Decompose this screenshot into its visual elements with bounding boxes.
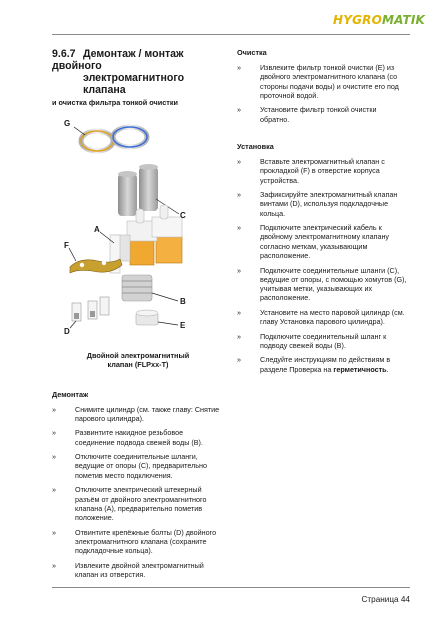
step-text: Отключите соединительные шланги, ведущие от опоры (C), предварительно пометив место подключения. <box>75 452 207 480</box>
bullet-mark: » <box>52 404 56 414</box>
step-text-after: . <box>386 364 389 374</box>
support-c <box>118 164 158 216</box>
page-number: Страница 44 <box>361 595 410 604</box>
figure-caption <box>52 351 224 370</box>
install-steps <box>237 157 407 374</box>
bullet-mark: » <box>237 156 241 166</box>
logo-part-matik: MATIK <box>382 13 426 27</box>
step-text: Извлеките двойной электромагнитный клапан из отверстия. <box>75 560 204 579</box>
title-line-1: Демонтаж / монтаж двойного <box>52 48 184 72</box>
valve-figure <box>52 117 224 347</box>
list-item <box>52 485 224 522</box>
list-item <box>237 105 407 124</box>
step-text: Подключите электрический кабель к двойному электромагнитному клапану согласно меткам, указывающим расположение. <box>260 223 390 261</box>
callout-d: D <box>64 327 70 336</box>
logo-part-hygro: HYGRO <box>333 13 383 27</box>
bullet-mark: » <box>52 527 56 537</box>
list-item <box>52 528 224 556</box>
bullet-mark: » <box>237 265 241 275</box>
step-text: Зафиксируйте электромагнитный клапан винтами (D), используя подкладочные кольца. <box>260 190 398 218</box>
step-text: Отвинтите крепёжные болты (D) двойного электромагнитного клапана (сохраните подкладочные кольца). <box>75 527 217 556</box>
dismantle-steps <box>52 405 224 580</box>
list-item <box>237 223 407 260</box>
caption-line-2: клапан (FLPxx-T) <box>107 360 169 370</box>
logo <box>333 13 425 27</box>
valve-illustration <box>52 117 224 347</box>
bullet-mark: » <box>237 190 241 200</box>
callout-f: F <box>64 241 69 250</box>
bullet-mark: » <box>52 485 56 495</box>
title-line-2: электромагнитного клапана <box>83 72 185 96</box>
list-item <box>52 561 224 580</box>
cleaning-steps <box>237 63 407 124</box>
bullet-mark: » <box>237 63 241 72</box>
screws-d <box>72 297 109 321</box>
water-inlet-b <box>122 275 152 301</box>
hose-clamps-g <box>81 127 147 151</box>
callout-e: E <box>180 321 186 330</box>
step-text-bold: герметичность <box>333 364 387 374</box>
bottom-rule <box>52 587 410 588</box>
list-item <box>52 405 224 424</box>
list-item <box>237 63 407 100</box>
list-item <box>237 308 407 327</box>
step-text: Установите на место паровой цилиндр (см. главу Установка парового цилиндра). <box>260 307 405 327</box>
list-item <box>52 452 224 480</box>
list-item <box>52 428 224 447</box>
list-item <box>237 190 407 218</box>
bullet-mark: » <box>237 355 241 365</box>
bullet-mark: » <box>52 560 56 570</box>
install-heading: Установка <box>237 141 274 151</box>
list-item <box>237 266 407 303</box>
callout-a: A <box>94 225 100 234</box>
bullet-mark: » <box>237 307 241 317</box>
cleaning-heading: Очистка <box>237 48 267 57</box>
step-text: Развинтите накидное резьбовое соединение подвода свежей воды (B). <box>75 428 203 447</box>
step-text: Установите фильтр тонкой очистки обратно. <box>260 105 377 124</box>
section-title <box>52 48 224 96</box>
callout-g: G <box>64 119 71 128</box>
right-column <box>237 48 407 379</box>
step-text: Извлеките фильтр тонкой очистки (E) из двойного электромагнитного клапана (со стороны подачи воды) и очистите его под проточной водой. <box>260 63 399 100</box>
step-text-before: Следуйте инструкциям по действиям в разделе Проверка на <box>260 355 391 374</box>
step-text: Отключите электрический штекерный разъём от двойного электромагнитного клапана (A), предварительно пометив положение. <box>75 485 207 523</box>
dismantle-heading: Демонтаж <box>52 389 89 399</box>
bullet-mark: » <box>237 223 241 233</box>
list-item <box>237 332 407 351</box>
step-text: Подключите соединительный шланг к подводу свежей воды (B). <box>260 331 387 350</box>
step-text: Снимите цилиндр (см. также главу: Снятие парового цилиндра). <box>75 404 220 423</box>
bullet-mark: » <box>52 428 56 438</box>
bullet-mark: » <box>237 105 241 115</box>
top-rule <box>52 34 410 35</box>
callout-b: B <box>180 297 186 306</box>
bullet-mark: » <box>237 331 241 341</box>
left-column <box>52 48 224 584</box>
list-item <box>237 157 407 185</box>
list-item <box>237 355 407 374</box>
step-text <box>260 355 407 374</box>
caption-line-1: Двойной электромагнитный <box>86 351 190 360</box>
section-subtitle: и очистка фильтра тонкой очистки <box>52 98 178 107</box>
step-text: Подключите соединительные шланги (C), ведущие от опоры, с помощью хомутов (G), учитывая метки, указывающих их расположение. <box>260 265 407 303</box>
callout-c: C <box>180 211 186 220</box>
step-text: Вставьте электромагнитный клапан с прокладкой (F) в отверстие корпуса устройства. <box>260 156 385 185</box>
fine-filter-e <box>136 310 158 325</box>
section-number: 9.6.7 <box>52 48 76 60</box>
bullet-mark: » <box>52 452 56 462</box>
